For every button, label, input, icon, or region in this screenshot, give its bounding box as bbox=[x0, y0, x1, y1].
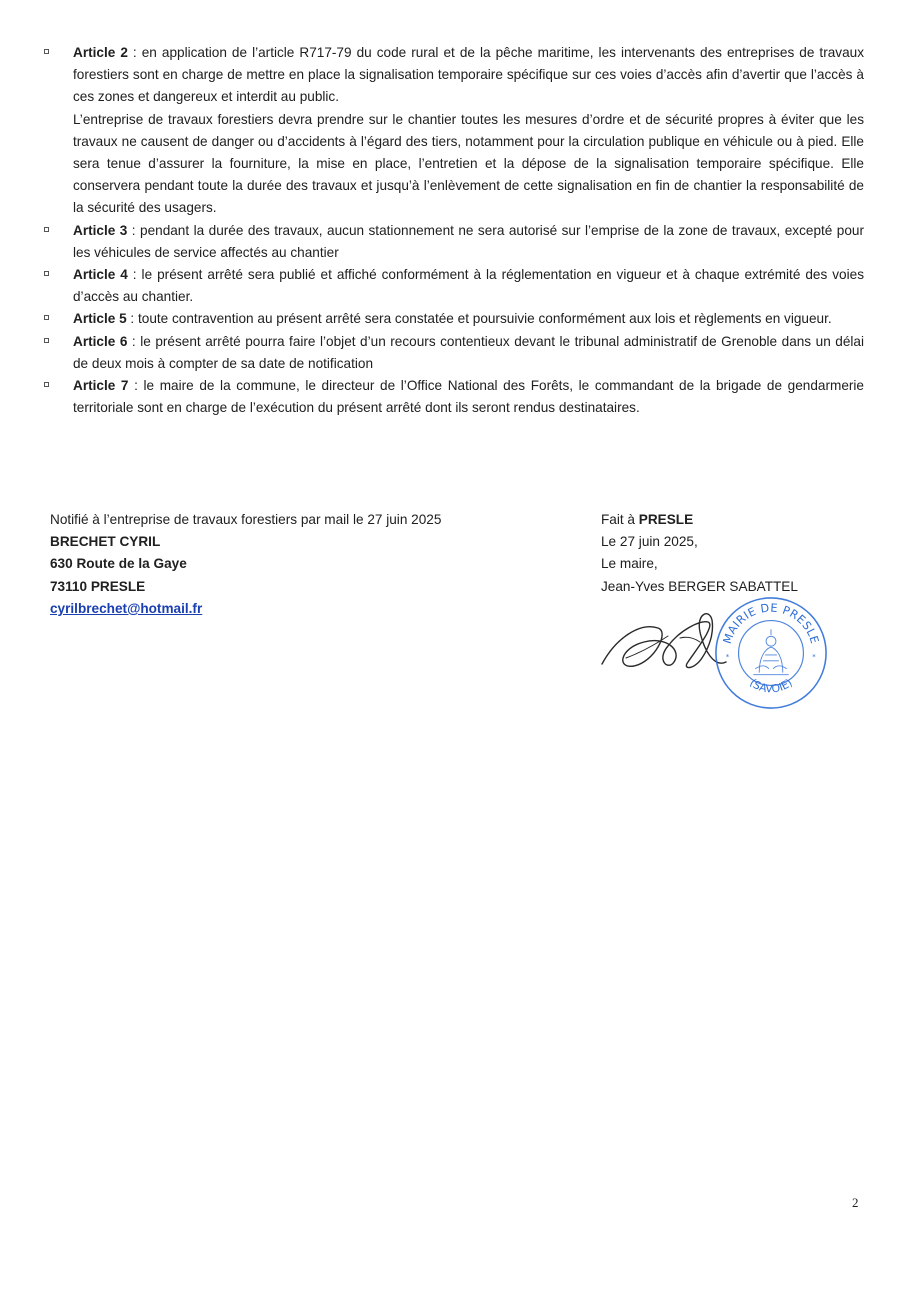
notification-line: Notifié à l’entreprise de travaux forestiers par mail le 27 juin 2025 bbox=[50, 512, 442, 527]
article-label: Article 2 bbox=[73, 45, 128, 60]
article-text: : en application de l’article R717-79 du code rural et de la pêche maritime, les intervenants des entreprises de travaux forestiers sont en charge de mettre en place la signalisation temporaire spécifique sur ces voies d’accès afin d’avertir que l’accès à ces zones et dangereux et interdit au public. bbox=[73, 45, 864, 105]
article-label: Article 3 bbox=[73, 222, 128, 238]
article-3 bbox=[42, 220, 864, 264]
stamp-bottom-text: (SAVOIE) bbox=[747, 676, 795, 696]
signature-block bbox=[601, 509, 861, 598]
article-7 bbox=[42, 375, 864, 419]
signed-place bbox=[601, 509, 861, 531]
article-5-paragraph bbox=[73, 308, 864, 330]
stamp-top-text: MAIRIE DE PRESLE bbox=[720, 601, 822, 646]
article-label: Article 4 bbox=[73, 267, 128, 283]
article-label: Article 6 bbox=[73, 333, 128, 349]
article-text: : toute contravention au présent arrêté sera constatée et poursuivie conformément aux lois et règlements en vigueur. bbox=[126, 311, 832, 327]
article-2 bbox=[42, 42, 864, 220]
article-5 bbox=[42, 308, 864, 330]
email-link[interactable]: cyrilbrechet@hotmail.fr bbox=[50, 600, 203, 616]
square-bullet-icon bbox=[44, 382, 49, 387]
article-6-paragraph bbox=[73, 331, 864, 375]
signed-place-prefix: Fait à bbox=[601, 512, 639, 527]
article-6 bbox=[42, 331, 864, 375]
square-bullet-icon bbox=[44, 49, 49, 54]
article-label: Article 7 bbox=[73, 378, 129, 394]
article-4 bbox=[42, 264, 864, 308]
article-label: Article 5 bbox=[73, 311, 127, 327]
square-bullet-icon bbox=[44, 271, 49, 276]
square-bullet-icon bbox=[44, 315, 49, 320]
svg-text:*: * bbox=[725, 652, 730, 661]
square-bullet-icon bbox=[44, 338, 49, 343]
article-text: : le présent arrêté pourra faire l’objet d’un recours contentieux devant le tribunal administratif de Grenoble dans un délai de deux mois à compter de sa date de notification bbox=[73, 333, 864, 371]
company-street: 630 Route de la Gaye bbox=[50, 556, 187, 572]
article-3-paragraph bbox=[73, 220, 864, 264]
article-7-paragraph bbox=[73, 375, 864, 419]
article-2-paragraph-1 bbox=[73, 42, 864, 109]
company-city: 73110 PRESLE bbox=[50, 578, 146, 594]
signed-role: Le maire, bbox=[601, 556, 658, 572]
signed-place-name: PRESLE bbox=[638, 512, 694, 527]
notification-block bbox=[50, 509, 520, 620]
article-list bbox=[42, 42, 864, 419]
square-bullet-icon bbox=[44, 227, 49, 232]
page-number: 2 bbox=[852, 1195, 859, 1210]
article-text: : pendant la durée des travaux, aucun stationnement ne sera autorisé sur l’emprise de la zone de travaux, excepté pour les véhicules de service affectés au chantier bbox=[73, 222, 864, 260]
mairie-stamp bbox=[712, 594, 830, 712]
svg-text:*: * bbox=[812, 652, 816, 661]
article-2-paragraph-2: L’entreprise de travaux forestiers devra prendre sur le chantier toutes les mesures d’ordre et de sécurité propres à éviter que les travaux ne causent de danger ou d’accidents à l’égard des tiers, notamment pour la circulation publique en véhicule ou à pied. Elle sera tenue d’assurer la fourniture, la mise en place, l’entretien et la dépose de la signalisation temporaire spécifique. Elle conservera pendant toute la durée des travaux et jusqu’à l’enlèvement de cette signalisation en fin de chantier la responsabilité de la sécurité des usagers. bbox=[73, 111, 864, 216]
signed-name: Jean-Yves BERGER SABATTEL bbox=[601, 578, 798, 594]
company-name: BRECHET CYRIL bbox=[50, 534, 161, 550]
article-text: : le présent arrêté sera publié et affiché conformément à la réglementation en vigueur et à chaque extrémité des voies d’accès au chantier. bbox=[73, 267, 864, 305]
marianne-emblem-icon bbox=[753, 629, 788, 674]
article-4-paragraph bbox=[73, 264, 864, 308]
signed-date: Le 27 juin 2025, bbox=[601, 534, 698, 550]
article-text: : le maire de la commune, le directeur de l’Office National des Forêts, le commandant de la brigade de gendarmerie territoriale sont en charge de l’exécution du présent arrêté dont ils seront rendus destinataires. bbox=[73, 378, 864, 416]
